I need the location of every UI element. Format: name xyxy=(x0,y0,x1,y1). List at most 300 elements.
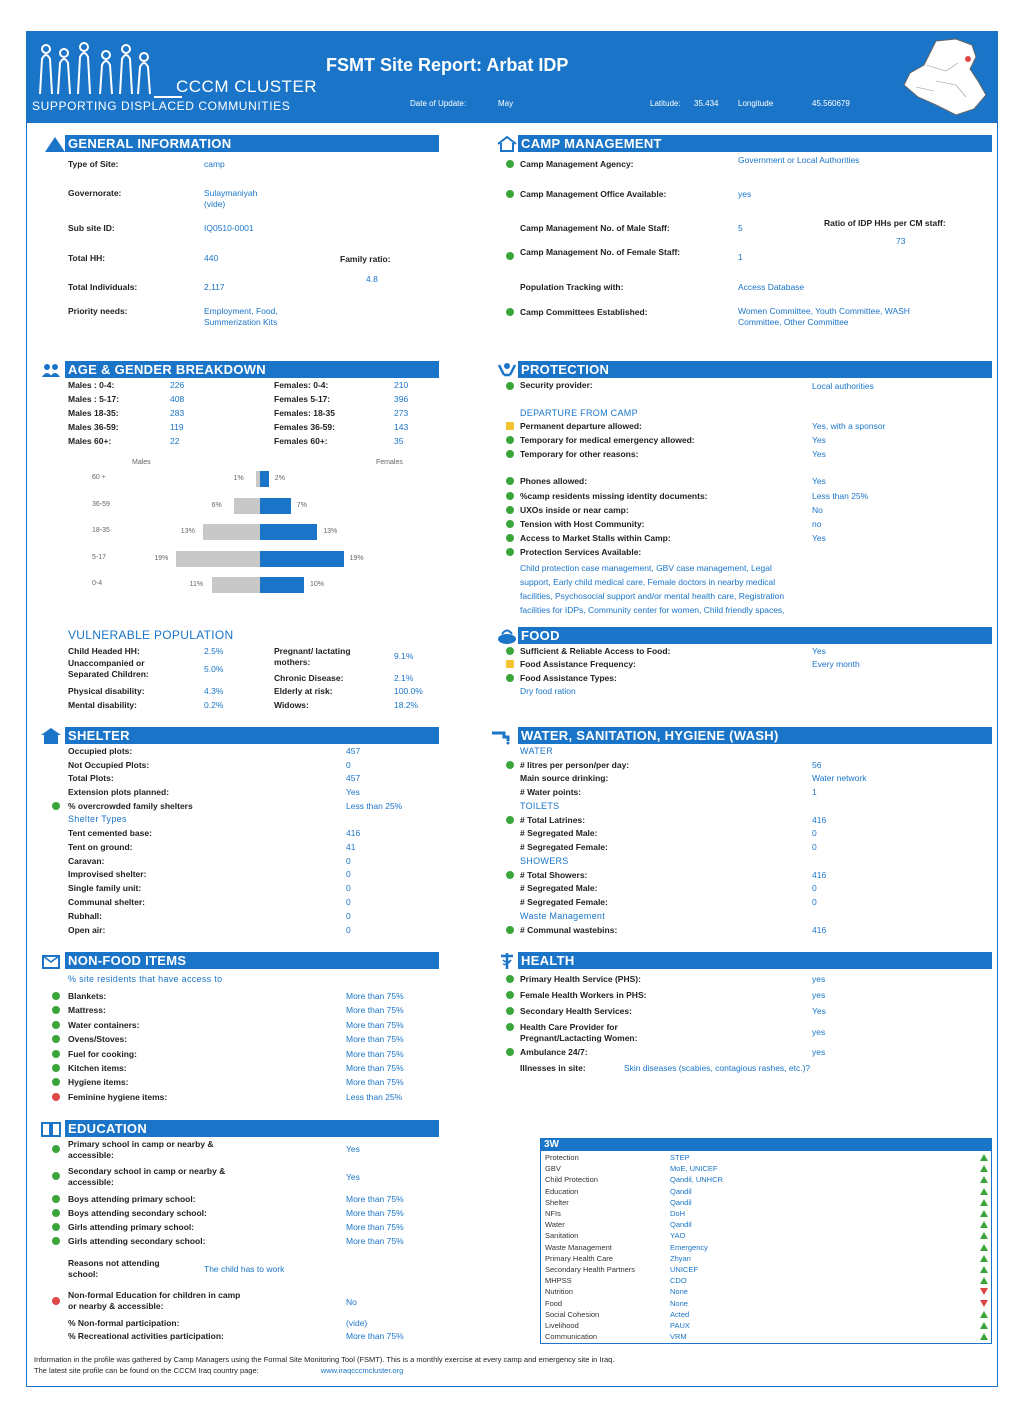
pyramid-female-data-label: 7% xyxy=(296,501,307,509)
status-dot xyxy=(52,802,60,810)
cm-ratio-label: Ratio of IDP HHs per CM staff: xyxy=(824,218,946,228)
pyramid-females-caption: Females xyxy=(376,459,403,466)
nfi-row-label: Water containers: xyxy=(68,1019,140,1030)
males-row-label: Males 60+: xyxy=(68,436,112,446)
nfi-row-value: More than 75% xyxy=(346,1063,404,1073)
health-row-label: Female Health Workers in PHS: xyxy=(520,990,647,1000)
wash-row-label: # Segregated Female: xyxy=(520,896,608,907)
wash-row-label: # Total Showers: xyxy=(520,869,588,880)
status-up-arrow-icon xyxy=(980,1165,988,1172)
footer-link[interactable]: www.iraqcccmcluster.org xyxy=(320,1366,404,1375)
cm-agency-label: Camp Management Agency: xyxy=(520,159,634,169)
status-up-arrow-icon xyxy=(980,1176,988,1183)
status-up-arrow-icon xyxy=(980,1277,988,1284)
general-row-label: Sub site ID: xyxy=(68,223,115,233)
pyramid-female-data-label: 10% xyxy=(310,581,325,588)
nfi-row-value: More than 75% xyxy=(346,1005,404,1016)
males-row-label: Males : 0-4: xyxy=(68,380,115,390)
protection-row-value: Yes xyxy=(812,476,826,486)
vulnerable-header: VULNERABLE POPULATION xyxy=(68,628,234,642)
vulnerable-row-value: 5.0% xyxy=(204,664,224,674)
cluster-tagline: SUPPORTING DISPLACED COMMUNITIES xyxy=(32,99,291,113)
three-w-sector: Education xyxy=(545,1186,579,1196)
nfi-subheading: % site residents that have access to xyxy=(68,974,223,984)
illness-label: Illnesses in site: xyxy=(520,1063,586,1073)
protection-row-value: Yes xyxy=(812,435,826,445)
wash-subheading: WATER xyxy=(520,746,553,756)
wash-subheading: SHOWERS xyxy=(520,856,569,866)
health-row-label: Health Care Provider for Pregnant/Lactacting Women: xyxy=(520,1022,638,1043)
three-w-actor: Qandil, UNHCR xyxy=(670,1175,723,1185)
males-row-value: 22 xyxy=(170,436,180,446)
wash-row-value: 416 xyxy=(812,924,827,935)
status-up-arrow-icon xyxy=(980,1244,988,1251)
vulnerable-row-value: 0.2% xyxy=(204,700,224,710)
status-up-arrow-icon xyxy=(980,1188,988,1195)
committees-label: Camp Committees Established: xyxy=(520,307,648,317)
book-icon xyxy=(40,1120,62,1138)
nfi-row-label: Ovens/Stoves: xyxy=(68,1034,128,1045)
three-w-actor: YAO xyxy=(670,1231,686,1241)
nfi-row-label: Kitchen items: xyxy=(68,1063,127,1073)
protection-row-label: Tension with Host Community: xyxy=(520,519,645,529)
pyramid-category-label: 5-17 xyxy=(92,553,107,561)
status-dot xyxy=(506,422,514,430)
status-dot xyxy=(506,548,514,556)
wash-row-value: 0 xyxy=(812,896,817,907)
health-row-value: yes xyxy=(812,1027,826,1037)
status-dot xyxy=(506,506,514,514)
shelter-type-label: Tent cemented base: xyxy=(68,828,152,838)
education-row-label: Primary school in camp or nearby & accessible: xyxy=(68,1139,214,1160)
wash-row-value: 0 xyxy=(812,883,817,894)
pyramid-female-bar xyxy=(260,551,344,567)
date-label: Date of Update: xyxy=(410,99,467,108)
protection-row-label: Phones allowed: xyxy=(520,476,588,486)
education-row-label: Girls attending primary school: xyxy=(68,1222,195,1232)
shelter-type-label: Caravan: xyxy=(68,855,105,866)
nfi-row-value: More than 75% xyxy=(346,1077,404,1088)
three-w-sector: Protection xyxy=(545,1153,579,1162)
shelter-row-label: Not Occupied Plots: xyxy=(68,759,150,770)
illness-value: Skin diseases (scabies, contagious rashes, etc.)? xyxy=(624,1063,811,1073)
three-w-actor: UNICEF xyxy=(670,1265,698,1274)
shelter-type-value: 0 xyxy=(346,924,351,935)
shelter-type-label: Tent on ground: xyxy=(68,841,133,852)
wash-row-value: 416 xyxy=(812,814,827,825)
shelter-row-value: 457 xyxy=(346,773,361,784)
status-down-arrow-icon xyxy=(980,1288,988,1295)
vulnerable-row-value: 2.5% xyxy=(204,646,224,656)
status-up-arrow-icon xyxy=(980,1210,988,1217)
females-row-label: Females: 18-35 xyxy=(274,408,335,418)
females-row-value: 143 xyxy=(394,422,409,432)
three-w-actor: None xyxy=(670,1298,688,1308)
status-dot xyxy=(506,534,514,542)
general-row-value: 440 xyxy=(204,253,219,263)
males-row-value: 119 xyxy=(170,422,184,432)
food-row-label: Sufficient & Reliable Access to Food: xyxy=(520,646,671,656)
status-down-arrow-icon xyxy=(980,1300,988,1307)
shelter-type-label: Single family unit: xyxy=(68,883,142,894)
three-w-sector: MHPSS xyxy=(545,1276,572,1286)
status-dot xyxy=(506,252,514,260)
three-w-actor: None xyxy=(670,1287,688,1297)
food-row-value: Every month xyxy=(812,659,860,669)
house-icon xyxy=(496,135,518,153)
vulnerable-row-label: Widows: xyxy=(274,700,309,710)
camp-management-header: CAMP MANAGEMENT xyxy=(518,135,992,152)
status-dot xyxy=(52,1021,60,1029)
status-dot xyxy=(52,1223,60,1231)
food-icon xyxy=(496,627,518,645)
vulnerable-row-value: 2.1% xyxy=(394,673,414,683)
footer-line-2: The latest site profile can be found on the CCCM Iraq country page: xyxy=(34,1366,259,1375)
males-row-value: 283 xyxy=(170,408,185,418)
cm-office-value: yes xyxy=(738,189,752,199)
food-header: FOOD xyxy=(518,627,992,644)
status-up-arrow-icon xyxy=(980,1199,988,1206)
education-row-label: Boys attending secondary school: xyxy=(68,1208,207,1218)
nfi-row-label: Blankets: xyxy=(68,991,107,1001)
pyramid-male-bar xyxy=(176,551,260,567)
cm-office-label: Camp Management Office Available: xyxy=(520,189,667,199)
food-row-label: Food Assistance Frequency: xyxy=(520,659,636,669)
three-w-sector: Nutrition xyxy=(545,1287,573,1297)
cccm-logo-icon xyxy=(34,39,184,99)
shelter-row-value: Yes xyxy=(346,787,360,798)
protection-hands-icon xyxy=(496,361,518,379)
females-row-value: 210 xyxy=(394,380,409,390)
footer-line-1: Information in the profile was gathered by Camp Managers using the Formal Site Monitoring Tool (FSMT). This is a monthly exercise at every camp and emergency site in Iraq. xyxy=(34,1355,615,1364)
status-dot xyxy=(52,1093,60,1101)
nfi-header: NON-FOOD ITEMS xyxy=(65,952,439,969)
status-dot xyxy=(506,1007,514,1015)
females-row-label: Females 5-17: xyxy=(274,394,331,404)
three-w-actor: CDO xyxy=(670,1276,687,1286)
status-dot xyxy=(506,436,514,444)
three-w-actor: Zhyan xyxy=(670,1253,691,1263)
health-row-value: Yes xyxy=(812,1006,826,1016)
shelter-type-value: 0 xyxy=(346,910,351,921)
tracking-value: Access Database xyxy=(738,282,805,292)
health-row-value: yes xyxy=(812,974,826,984)
status-dot xyxy=(52,1050,60,1058)
iraq-map-icon xyxy=(896,35,992,119)
cm-female-staff-value: 1 xyxy=(738,252,743,262)
health-row-label: Ambulance 24/7: xyxy=(520,1047,588,1057)
status-dot xyxy=(52,1064,60,1072)
health-row-label: Primary Health Service (PHS): xyxy=(520,974,641,984)
reasons-value: The child has to work xyxy=(204,1264,285,1274)
general-row-label: Total Individuals: xyxy=(68,282,138,292)
three-w-actor: MoE, UNICEF xyxy=(670,1164,718,1174)
protection-services-value: Child protection case management, GBV case management, Legal support, Early child medical care, Female doctors in nearby medical facilities, Psychosocial support and/or mental health care, Registration facilities for IDPs, Community center for women, Child friendly spaces, xyxy=(520,563,785,615)
shelter-type-label: Communal shelter: xyxy=(68,897,145,907)
status-up-arrow-icon xyxy=(980,1221,988,1228)
status-dot xyxy=(506,871,514,879)
family-ratio-label: Family ratio: xyxy=(340,254,391,264)
nonformal-value: No xyxy=(346,1297,357,1307)
wash-row-label: # Communal wastebins: xyxy=(520,924,618,935)
status-dot xyxy=(506,1048,514,1056)
health-row-value: yes xyxy=(812,990,826,1000)
footer xyxy=(34,1354,614,1376)
three-w-box xyxy=(540,1138,992,1344)
date-value: May xyxy=(498,99,514,108)
shelter-type-label: Rubhall: xyxy=(68,910,102,921)
wash-row-value: Water network xyxy=(812,773,867,784)
three-w-sector: Food xyxy=(545,1298,563,1308)
family-ratio-value: 4.8 xyxy=(366,274,378,284)
pyramid-female-bar xyxy=(260,524,317,540)
wash-row-label: # litres per person/per day: xyxy=(520,759,630,770)
three-w-sector: Child Protection xyxy=(545,1175,598,1185)
shelter-row-label: Total Plots: xyxy=(68,773,114,784)
pct-recreational-label: % Recreational activities participation: xyxy=(68,1331,224,1341)
pyramid-category-label: 60 + xyxy=(92,474,106,481)
males-row-label: Males 18-35: xyxy=(68,408,119,418)
age-gender-header: AGE & GENDER BREAKDOWN xyxy=(65,361,439,378)
nfi-row-label: Mattress: xyxy=(68,1005,106,1016)
pyramid-category-label: 36-59 xyxy=(92,500,110,508)
status-dot xyxy=(506,477,514,485)
longitude-value: 45.560679 xyxy=(812,99,850,108)
protection-row-label: UXOs inside or near camp: xyxy=(520,505,629,515)
three-w-actor: Qandil xyxy=(670,1197,692,1207)
latitude-label: Latitude: xyxy=(650,99,681,108)
cluster-name: CCCM CLUSTER xyxy=(176,77,318,96)
status-dot xyxy=(52,992,60,1000)
shelter-type-value: 0 xyxy=(346,855,351,866)
nfi-row-value: More than 75% xyxy=(346,1034,404,1045)
status-up-arrow-icon xyxy=(980,1322,988,1329)
shelter-type-label: Improvised shelter: xyxy=(68,869,147,880)
pyramid-male-data-label: 11% xyxy=(189,581,204,588)
shelter-type-label: Open air: xyxy=(68,924,106,935)
education-row-value: Yes xyxy=(346,1144,360,1154)
pct-nonformal-value: (vide) xyxy=(346,1318,368,1328)
protection-row-label: Temporary for medical emergency allowed: xyxy=(520,435,695,445)
wash-subheading: TOILETS xyxy=(520,801,560,811)
three-w-actor: DoH xyxy=(670,1209,686,1218)
status-dot xyxy=(52,1172,60,1180)
males-row-value: 226 xyxy=(170,380,185,390)
females-row-value: 273 xyxy=(394,408,409,418)
wash-row-value: 0 xyxy=(812,841,817,852)
females-row-label: Females 60+: xyxy=(274,436,328,446)
three-w-actor: Emergency xyxy=(670,1242,708,1252)
reasons-label: Reasons not attending school: xyxy=(68,1258,160,1279)
three-w-actor: PAUX xyxy=(670,1321,690,1330)
education-row-value: Yes xyxy=(346,1172,360,1182)
cm-female-staff-label: Camp Management No. of Female Staff: xyxy=(520,247,681,257)
nfi-row-label: Hygiene items: xyxy=(68,1077,129,1088)
education-row-label: Secondary school in camp or nearby & accessible: xyxy=(68,1166,226,1187)
protection-row-label: Protection Services Available: xyxy=(520,547,642,557)
security-label: Security provider: xyxy=(520,380,593,390)
status-dot xyxy=(506,816,514,824)
shelter-row-value: 0 xyxy=(346,759,351,770)
status-dot xyxy=(506,160,514,168)
vulnerable-row-value: 100.0% xyxy=(394,686,423,696)
status-up-arrow-icon xyxy=(980,1232,988,1239)
vulnerable-row-value: 9.1% xyxy=(394,651,414,661)
wash-row-value: 416 xyxy=(812,869,827,880)
latitude-value: 35.434 xyxy=(694,99,719,108)
education-header: EDUCATION xyxy=(65,1120,439,1137)
protection-row-value: no xyxy=(812,519,822,529)
vulnerable-row-label: Elderly at risk: xyxy=(274,686,333,696)
three-w-actor: Qandil xyxy=(670,1186,692,1196)
vulnerable-row-label: Mental disability: xyxy=(68,700,137,710)
wash-header: WATER, SANITATION, HYGIENE (WASH) xyxy=(518,727,992,744)
shelter-types-subheading: Shelter Types xyxy=(68,814,127,824)
food-types-value: Dry food ration xyxy=(520,686,576,696)
females-row-value: 35 xyxy=(394,436,404,446)
general-row-value: Sulaymaniyah (vide) xyxy=(204,188,258,209)
three-w-actor: Qandil xyxy=(670,1220,692,1230)
wash-row-label: # Segregated Male: xyxy=(520,828,598,839)
general-row-label: Governorate: xyxy=(68,188,122,198)
shelter-row-label: % overcrowded family shelters xyxy=(68,800,193,811)
cm-male-staff-value: 5 xyxy=(738,223,743,233)
nfi-row-label: Feminine hygiene items: xyxy=(68,1091,168,1102)
status-dot xyxy=(506,308,514,316)
security-value: Local authorities xyxy=(812,381,874,391)
protection-header: PROTECTION xyxy=(518,361,992,378)
education-row-value: More than 75% xyxy=(346,1194,404,1204)
education-row-value: More than 75% xyxy=(346,1222,404,1232)
status-dot xyxy=(506,975,514,983)
protection-row-label: Permanent departure allowed: xyxy=(520,421,642,431)
nfi-row-value: More than 75% xyxy=(346,1019,404,1030)
males-row-label: Males : 5-17: xyxy=(68,394,120,404)
males-row-label: Males 36-59: xyxy=(68,422,119,432)
females-row-label: Females 36-59: xyxy=(274,422,335,432)
shelter-type-value: 41 xyxy=(346,841,356,852)
pyramid-female-bar xyxy=(260,498,291,514)
three-w-actor: Acted xyxy=(670,1309,690,1319)
food-row-value: Yes xyxy=(812,646,826,656)
status-dot xyxy=(506,520,514,528)
three-w-sector: Livelihood xyxy=(545,1321,579,1330)
shelter-row-label: Extension plots planned: xyxy=(68,787,170,798)
vulnerable-row-value: 18.2% xyxy=(394,700,419,710)
status-up-arrow-icon xyxy=(980,1333,988,1340)
cm-ratio-value: 73 xyxy=(896,236,906,246)
wash-row-label: # Total Latrines: xyxy=(520,814,586,825)
three-w-sector: Social Cohesion xyxy=(545,1309,600,1319)
vulnerable-row-label: Physical disability: xyxy=(68,686,145,696)
health-header: HEALTH xyxy=(518,952,992,969)
status-dot xyxy=(52,1297,60,1305)
protection-row-value: Yes xyxy=(812,533,826,543)
status-dot xyxy=(506,382,514,390)
pyramid-male-bar xyxy=(203,524,260,540)
status-dot xyxy=(506,1023,514,1031)
food-row-label: Food Assistance Types: xyxy=(520,673,617,683)
pyramid-category-label: 0-4 xyxy=(92,580,103,587)
report-title: FSMT Site Report: Arbat IDP xyxy=(326,55,569,75)
pct-recreational-value: More than 75% xyxy=(346,1331,404,1341)
protection-row-value: No xyxy=(812,505,823,515)
cm-male-staff-label: Camp Management No. of Male Staff: xyxy=(520,223,670,233)
females-row-value: 396 xyxy=(394,394,409,404)
health-row-value: yes xyxy=(812,1047,826,1057)
status-dot xyxy=(506,492,514,500)
pyramid-male-data-label: 1% xyxy=(233,475,244,482)
status-dot xyxy=(506,647,514,655)
protection-row-value: Yes xyxy=(812,449,826,459)
status-dot xyxy=(506,926,514,934)
status-dot xyxy=(506,190,514,198)
nonformal-label: Non-formal Education for children in camp or nearby & accessible: xyxy=(68,1290,241,1311)
wash-row-label: # Segregated Female: xyxy=(520,841,608,852)
three-w-sector: Water xyxy=(545,1220,565,1230)
general-row-label: Priority needs: xyxy=(68,306,128,316)
banner xyxy=(26,31,998,123)
three-w-sector: Sanitation xyxy=(545,1231,579,1241)
nfi-icon xyxy=(40,952,62,970)
three-w-sector: Shelter xyxy=(545,1197,569,1207)
vulnerable-row-label: Unaccompanied or Separated Children: xyxy=(68,658,149,679)
three-w-sector: NFIs xyxy=(545,1209,561,1218)
education-row-label: Girls attending secondary school: xyxy=(68,1236,206,1246)
general-row-label: Type of Site: xyxy=(68,159,119,169)
females-row-label: Females: 0-4: xyxy=(274,380,329,390)
tracking-label: Population Tracking with: xyxy=(520,282,624,292)
health-row-label: Secondary Health Services: xyxy=(520,1006,632,1016)
status-dot xyxy=(52,1209,60,1217)
status-dot xyxy=(52,1237,60,1245)
cm-agency-value: Government or Local Authorities xyxy=(738,155,860,165)
three-w-sector: Waste Management xyxy=(545,1242,612,1252)
vulnerable-row-label: Pregnant/ lactating mothers: xyxy=(274,646,351,667)
health-icon xyxy=(496,952,518,970)
wash-row-value: 0 xyxy=(812,828,817,839)
wash-row-value: 56 xyxy=(812,759,822,770)
longitude-label: Longitude xyxy=(738,99,774,108)
three-w-actor: STEP xyxy=(670,1153,690,1162)
protection-row-value: Less than 25% xyxy=(812,491,869,501)
wash-subheading: Waste Management xyxy=(520,911,606,921)
pyramid-female-data-label: 2% xyxy=(274,475,285,482)
pyramid-female-data-label: 19% xyxy=(349,554,364,562)
shelter-row-value: Less than 25% xyxy=(346,800,403,811)
status-dot xyxy=(506,761,514,769)
nfi-row-value: Less than 25% xyxy=(346,1091,403,1102)
vulnerable-row-value: 4.3% xyxy=(204,686,224,696)
general-row-value: Employment, Food, Summerization Kits xyxy=(204,306,278,327)
committees-value: Women Committee, Youth Committee, WASH Committee, Other Committee xyxy=(738,306,910,327)
status-dot xyxy=(506,450,514,458)
wash-row-label: Main source drinking: xyxy=(520,773,609,784)
wash-row-value: 1 xyxy=(812,786,817,797)
pct-nonformal-label: % Non-formal participation: xyxy=(68,1318,180,1328)
pyramid-male-bar xyxy=(212,577,260,593)
pyramid-male-data-label: 19% xyxy=(154,554,169,562)
protection-row-label: %camp residents missing identity documents: xyxy=(520,491,708,501)
pyramid-female-data-label: 13% xyxy=(323,528,338,535)
nfi-row-value: More than 75% xyxy=(346,991,404,1001)
pyramid-males-caption: Males xyxy=(132,459,151,466)
status-dot xyxy=(506,991,514,999)
departure-subheading: DEPARTURE FROM CAMP xyxy=(520,408,638,418)
nfi-row-value: More than 75% xyxy=(346,1048,404,1059)
pyramid-male-data-label: 6% xyxy=(211,501,222,509)
status-dot xyxy=(52,1195,60,1203)
